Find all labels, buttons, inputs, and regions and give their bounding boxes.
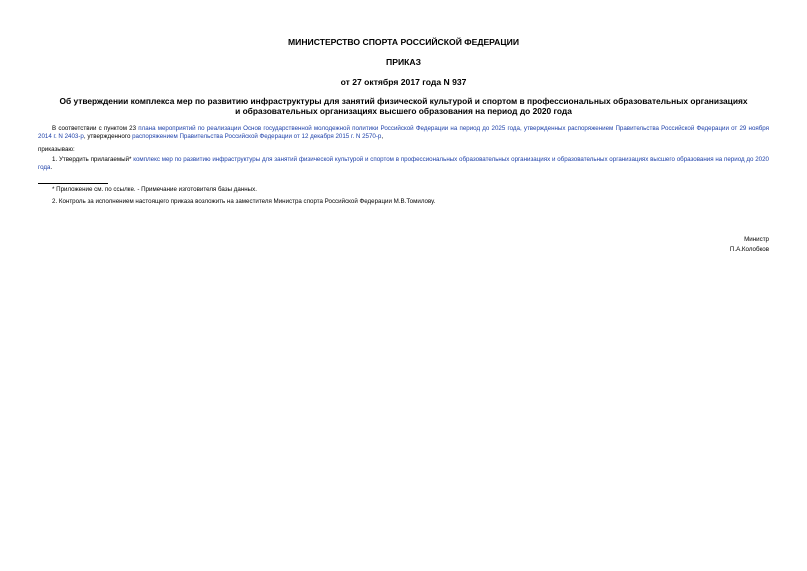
preamble-link-order[interactable]: распоряжением Правительства Российской Федерации от 12 декабря 2015 г. N 2570-р xyxy=(132,133,382,141)
document-title xyxy=(38,96,769,116)
item-1-text-a: 1. Утвердить прилагаемый* xyxy=(52,156,134,163)
paragraph-item-2: 2. Контроль за исполнением настоящего приказа возложить на заместителя Министра спорта Российской Федерации М.В.Томилову. xyxy=(52,198,436,205)
signature-position: Министр xyxy=(744,236,769,243)
footnote-divider xyxy=(38,183,108,184)
document-date-number: от 27 октября 2017 года N 937 xyxy=(340,77,467,87)
item-1-text-b: . xyxy=(50,164,53,172)
prikazyvayu-text: приказываю: xyxy=(38,146,75,153)
document-type-heading: ПРИКАЗ xyxy=(386,57,421,67)
preamble-text-c: , xyxy=(381,133,384,141)
paragraph-preamble xyxy=(38,125,769,142)
preamble-text-a: В соответствии с пунктом 23 xyxy=(52,125,139,132)
document-title-line-2: и образовательных организациях высшего образования на период до 2020 года xyxy=(235,106,572,116)
footnote-text: * Приложение см. по ссылке. - Примечание изготовителя базы данных. xyxy=(52,186,257,193)
preamble-text-b: , утвержденного xyxy=(83,133,133,141)
preamble-link-plan[interactable]: плана мероприятий по реализации Основ государственной молодежной политики Российской Федерации на период до 2025 года, утвержденных распоряжением Правительства Российской Федерации от 29 ноября 2014 г. N 2403-р xyxy=(38,125,769,141)
item-1-link-complex[interactable]: комплекс мер по развитию инфраструктуры для занятий физической культурой и спортом в профессиональных образовательных организациях и образовательных организациях высшего образования на период до 2020 года xyxy=(38,156,769,172)
signature-name: П.А.Колобков xyxy=(729,246,769,253)
document-title-line-1: Об утверждении комплекса мер по развитию инфраструктуры для занятий физической культурой и спортом в профессиональных образовательных организациях xyxy=(59,96,748,106)
paragraph-item-1 xyxy=(38,156,769,173)
ministry-heading: МИНИСТЕРСТВО СПОРТА РОССИЙСКОЙ ФЕДЕРАЦИИ xyxy=(287,37,519,47)
document-page xyxy=(38,0,769,571)
